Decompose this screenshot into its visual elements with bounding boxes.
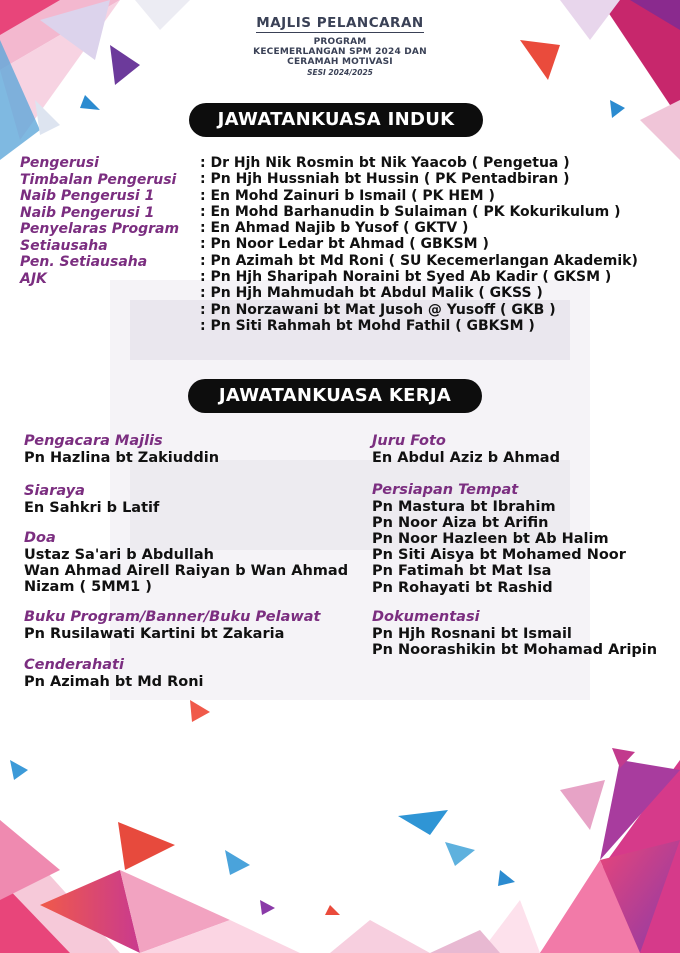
group-member: Pn Noor Hazleen bt Ab Halim <box>372 530 609 547</box>
induk-member: : Pn Azimah bt Md Roni ( SU Kecemerlangan Akademik) <box>200 252 638 269</box>
induk-member: : En Mohd Zainuri b Ismail ( PK HEM ) <box>200 187 495 204</box>
group-member: Pn Siti Aisya bt Mohamed Noor <box>372 547 626 564</box>
group-member: Pn Azimah bt Md Roni <box>24 673 204 690</box>
kerja-group-persiapan-tempat <box>372 482 626 596</box>
induk-member: : Pn Hjh Hussniah bt Hussin ( PK Pentadbiran ) <box>200 171 570 188</box>
group-title: Buku Program/Banner/Buku Pelawat <box>24 609 321 625</box>
group-member: Pn Rusilawati Kartini bt Zakaria <box>24 625 285 642</box>
kerja-group-cenderahati <box>24 657 204 690</box>
induk-role: Naib Pengerusi 1 <box>20 188 155 204</box>
kerja-group-siaraya <box>24 483 159 516</box>
kerja-group-dokumentasi <box>372 609 657 658</box>
kerja-group-buku-program <box>24 609 321 642</box>
induk-member: : Pn Siti Rahmah bt Mohd Fathil ( GBKSM ) <box>200 317 535 334</box>
induk-role: Timbalan Pengerusi <box>20 171 177 188</box>
induk-role: AJK <box>20 270 47 287</box>
event-subtitle-line-2: KECEMERLANGAN SPM 2024 DAN <box>253 47 427 57</box>
group-member: Pn Hazlina bt Zakiuddin <box>24 449 220 466</box>
group-member: Wan Ahmad Airell Raiyan b Wan Ahmad <box>24 562 349 579</box>
induk-member: : Pn Hjh Mahmudah bt Abdul Malik ( GKSS ) <box>200 285 543 302</box>
induk-role: Pen. Setiausaha <box>20 254 148 270</box>
induk-member: : En Mohd Barhanudin b Sulaiman ( PK Kokurikulum ) <box>200 203 621 220</box>
induk-role: Penyelaras Program <box>20 221 180 237</box>
group-title: Pengacara Majlis <box>24 433 163 449</box>
induk-member: : Pn Norzawani bt Mat Jusoh @ Yusoff ( GKB ) <box>200 301 556 318</box>
group-member: Ustaz Sa'ari b Abdullah <box>24 546 215 563</box>
induk-role: Setiausaha <box>20 237 108 254</box>
group-title: Persiapan Tempat <box>372 482 519 498</box>
group-member: Pn Mastura bt Ibrahim <box>372 498 556 515</box>
group-member: En Abdul Aziz b Ahmad <box>372 449 560 466</box>
induk-member: : Dr Hjh Nik Rosmin bt Nik Yaacob ( Pengetua ) <box>200 155 570 171</box>
induk-role: Naib Pengerusi 1 <box>20 204 155 221</box>
group-member: Nizam ( 5MM1 ) <box>24 578 152 595</box>
event-session: SESI 2024/2025 <box>307 68 373 77</box>
kerja-group-doa <box>24 530 348 595</box>
induk-role: Pengerusi <box>20 155 99 171</box>
group-member: Pn Noorashikin bt Mohamad Aripin <box>372 641 658 658</box>
group-member: Pn Noor Aiza bt Arifin <box>372 514 549 531</box>
event-header <box>0 12 680 77</box>
induk-names <box>200 155 675 334</box>
section-heading-induk: JAWATANKUASA INDUK <box>189 103 483 137</box>
induk-roles <box>20 155 205 287</box>
induk-member: : En Ahmad Najib b Yusof ( GKTV ) <box>200 220 469 237</box>
group-title: Cenderahati <box>24 657 124 673</box>
group-title: Doa <box>24 530 56 546</box>
section-heading-kerja: JAWATANKUASA KERJA <box>188 379 482 413</box>
event-title: MAJLIS PELANCARAN <box>256 15 424 31</box>
group-title: Juru Foto <box>372 433 446 449</box>
group-member: Pn Rohayati bt Rashid <box>372 579 553 596</box>
event-subtitle-line-1: PROGRAM <box>313 37 367 47</box>
group-title: Dokumentasi <box>372 609 480 625</box>
group-member: En Sahkri b Latif <box>24 499 160 516</box>
group-member: Pn Hjh Rosnani bt Ismail <box>372 625 572 642</box>
kerja-group-juru-foto <box>372 433 560 466</box>
event-subtitle-line-3: CERAMAH MOTIVASI <box>287 57 393 67</box>
group-member: Pn Fatimah bt Mat Isa <box>372 563 552 580</box>
induk-member: : Pn Hjh Sharipah Noraini bt Syed Ab Kadir ( GKSM ) <box>200 269 612 286</box>
kerja-group-pengacara <box>24 433 219 466</box>
group-title: Siaraya <box>24 483 85 499</box>
induk-member: : Pn Noor Ledar bt Ahmad ( GBKSM ) <box>200 236 489 253</box>
